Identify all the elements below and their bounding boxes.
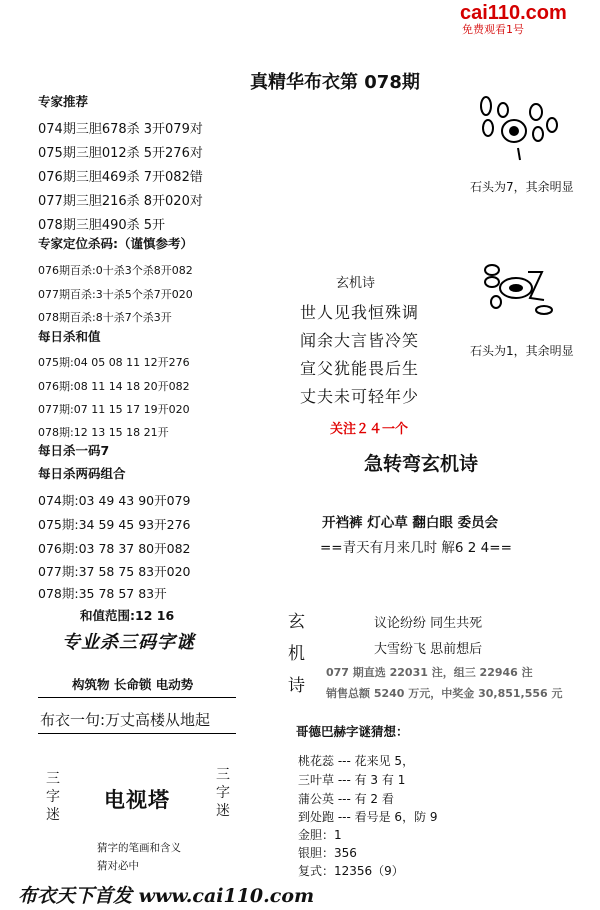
daily-two-row: 077期:37 58 75 83开020 [38, 564, 191, 579]
poem-line: 宣父犹能畏后生 [300, 359, 420, 378]
sales-line1: 077 期直选 22031 注，组三 22946 注 [326, 666, 533, 679]
xuan-ji-vertical [288, 606, 308, 702]
position-kill-row: 076期百杀:0十杀3个杀8开082 [38, 264, 193, 277]
daily-one-heading: 每日杀一码7 [38, 443, 110, 458]
turn-poem-answer: ==青天有月来几时 解6 2 4== [320, 540, 512, 556]
daily-two-row: 076期:03 78 37 80开082 [38, 541, 191, 556]
poem-line: 丈夫未可轻年少 [300, 387, 420, 406]
turn-poem-title: 急转弯玄机诗 [364, 453, 479, 475]
daily-two-row: 075期:34 59 45 93开276 [38, 517, 191, 532]
goldbach-row: 蒲公英 --- 有 2 看 [298, 792, 394, 806]
poem-line: 闻余大言皆冷笑 [300, 331, 420, 350]
expert-heading: 专家推荐 [38, 94, 89, 109]
expert-row: 075期三胆012杀 5开276对 [38, 146, 203, 161]
daily-two-row: 074期:03 49 43 90开079 [38, 493, 191, 508]
stone-image-2 [478, 258, 558, 328]
xuan-ji-char: 玄 [288, 612, 305, 632]
footer-banner: 布衣天下首发 www.cai110.com [18, 885, 315, 907]
divider [38, 697, 236, 698]
daily-two-row: 078期:35 78 57 83开 [38, 586, 167, 601]
daily-sum-row: 075期:04 05 08 11 12开276 [38, 356, 190, 369]
mystic-poem-title: 玄机诗 [336, 276, 376, 291]
turn-poem-words: 开裆裤 灯心草 翻白眼 委员会 [322, 515, 499, 531]
one-line: 布衣一句:万丈高楼从地起 [40, 711, 211, 729]
goldbach-row: 复式：12356（9） [298, 864, 404, 878]
xuan-ji-line2: 大雪纷飞 思前想后 [374, 642, 483, 657]
position-kill-heading: 专家定位杀码:（谨慎参考） [38, 236, 193, 251]
position-kill-row: 077期百杀:3十杀5个杀7开020 [38, 288, 193, 301]
stone-caption-2: 石头为1，其余明显 [470, 344, 574, 358]
stone-caption-1: 石头为7，其余明显 [470, 180, 574, 194]
goldbach-row: 银胆：356 [298, 846, 357, 860]
tv-word: 电视塔 [104, 788, 170, 812]
xuan-ji-line1: 议论纷纷 同生共死 [374, 616, 483, 631]
pro-riddle-words: 构筑物 长命锁 电动势 [72, 677, 194, 692]
goldbach-row: 到处跑 --- 看号是 6，防 9 [298, 810, 438, 824]
daily-sum-row: 078期:12 13 15 18 21开 [38, 426, 169, 439]
expert-row: 077期三胆216杀 8开020对 [38, 194, 203, 209]
riddle-side-right: 三字迷 [216, 767, 230, 819]
daily-sum-row: 076期:08 11 14 18 20开082 [38, 380, 190, 393]
daily-sum-heading: 每日杀和值 [38, 329, 101, 344]
xuan-ji-char: 诗 [288, 676, 305, 696]
xuan-ji-char: 机 [288, 644, 305, 664]
daily-sum-row: 077期:07 11 15 17 19开020 [38, 403, 190, 416]
position-kill-row: 078期百杀:8十杀7个杀3开 [38, 311, 172, 324]
riddle-side-left: 三字迷 [46, 771, 60, 823]
pro-riddle-title: 专业杀三码字谜 [62, 632, 195, 653]
free-note: 免费观看1号 [462, 23, 524, 36]
tv-hint1: 猜字的笔画和含义 [97, 842, 181, 854]
expert-row: 078期三胆490杀 5开 [38, 218, 166, 233]
focus-note: 关注２４一个 [330, 422, 409, 437]
goldbach-row: 三叶草 --- 有 3 有 1 [298, 773, 406, 787]
sum-range: 和值范围:12 16 [80, 608, 175, 623]
divider [38, 733, 236, 734]
expert-row: 076期三胆469杀 7开082错 [38, 170, 203, 185]
tv-hint2: 猜对必中 [97, 860, 139, 872]
goldbach-row: 金胆：1 [298, 828, 342, 842]
daily-two-heading: 每日杀两码组合 [38, 466, 126, 481]
poem-line: 世人见我恒殊调 [300, 303, 420, 322]
goldbach-row: 桃花蕊 --- 花来见 5， [298, 754, 415, 768]
site-logo: cai110.com [460, 2, 567, 24]
page-title: 真精华布衣第 078期 [250, 72, 420, 93]
goldbach-title: 哥德巴赫字谜猜想： [296, 724, 409, 739]
stone-image-1 [468, 88, 578, 168]
sales-line2: 销售总额 5240 万元，中奖金 30,851,556 元 [326, 687, 563, 700]
expert-row: 074期三胆678杀 3开079对 [38, 122, 203, 137]
